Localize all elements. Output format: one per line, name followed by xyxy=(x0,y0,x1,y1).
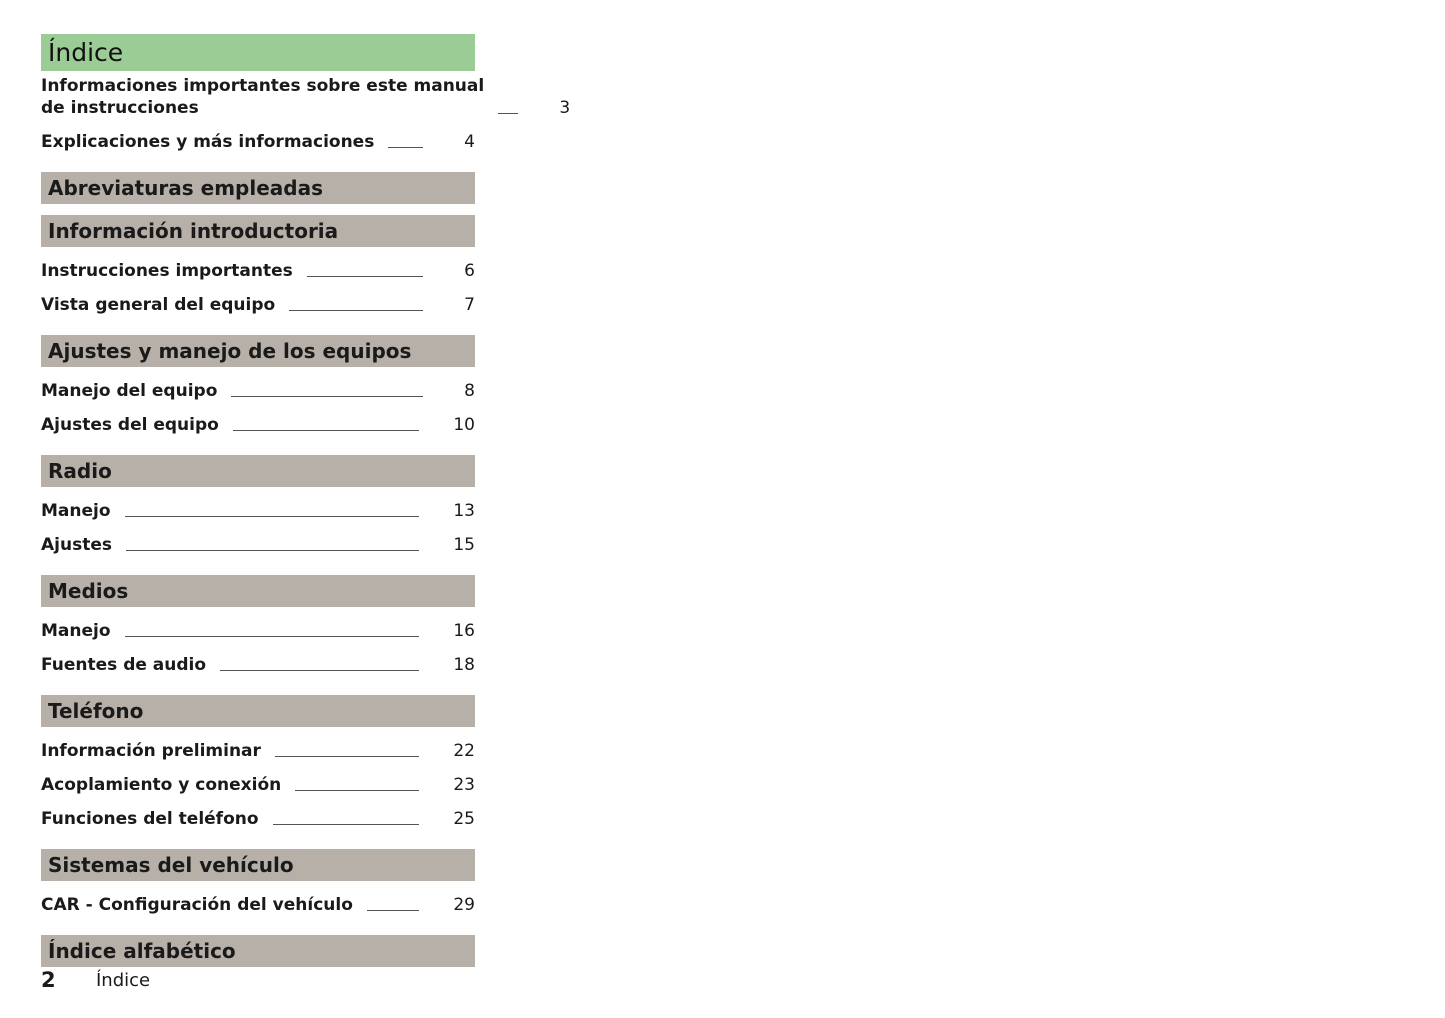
toc-entry-title: CAR - Configuración del vehículo xyxy=(41,895,353,915)
toc-leader-line xyxy=(289,310,423,311)
toc-leader-line xyxy=(275,756,419,757)
toc-section-header[interactable] xyxy=(41,935,475,967)
toc-entry[interactable] xyxy=(41,736,475,770)
toc-page-number: 13 xyxy=(453,501,475,521)
toc-section-header[interactable] xyxy=(41,849,475,881)
toc-entry[interactable] xyxy=(41,127,475,161)
toc-section-header[interactable] xyxy=(41,695,475,727)
toc-section-title: Sistemas del vehículo xyxy=(48,853,294,877)
toc-sections xyxy=(41,172,475,967)
toc-section-header[interactable] xyxy=(41,215,475,247)
toc-section-title: Índice alfabético xyxy=(48,939,236,963)
toc-entry-title: Informaciones importantes sobre este manual de instrucciones xyxy=(41,76,485,118)
toc-entry-title: Ajustes xyxy=(41,535,112,555)
footer-page-number: 2 xyxy=(41,968,56,992)
toc-entry[interactable] xyxy=(41,770,475,804)
toc-entry-title: Instrucciones importantes xyxy=(41,261,293,281)
toc-entry-title: Explicaciones y más informaciones xyxy=(41,132,375,152)
toc-page-number: 10 xyxy=(453,415,475,435)
toc-entry[interactable] xyxy=(41,76,571,127)
toc-leader-line xyxy=(367,910,419,911)
toc-leader-line xyxy=(295,790,419,791)
toc-entry[interactable] xyxy=(41,890,475,924)
toc-entry-title: Funciones del teléfono xyxy=(41,809,259,829)
toc-entry-title: Fuentes de audio xyxy=(41,655,207,675)
toc-leader-line xyxy=(231,396,423,397)
footer-title: Índice xyxy=(96,969,151,991)
table-of-contents xyxy=(41,34,571,976)
toc-leader-line xyxy=(126,550,419,551)
toc-page-number: 16 xyxy=(453,621,475,641)
toc-entry[interactable] xyxy=(41,290,475,324)
toc-leader-line xyxy=(498,113,518,114)
toc-leader-line xyxy=(220,670,419,671)
toc-entry-title: Vista general del equipo xyxy=(41,295,276,315)
toc-entry[interactable] xyxy=(41,804,475,838)
toc-page-number: 18 xyxy=(453,655,475,675)
toc-main-header xyxy=(41,34,475,71)
toc-entry-title: Manejo xyxy=(41,621,111,641)
toc-page-number: 4 xyxy=(464,132,475,152)
toc-entry[interactable] xyxy=(41,496,475,530)
toc-page-number: 25 xyxy=(453,809,475,829)
toc-section-title: Medios xyxy=(48,579,129,603)
toc-leader-line xyxy=(125,516,420,517)
toc-page-number: 6 xyxy=(464,261,475,281)
toc-leader-line xyxy=(307,276,423,277)
toc-entry-title: Manejo del equipo xyxy=(41,381,218,401)
toc-leader-line xyxy=(388,147,423,148)
toc-leader-line xyxy=(273,824,420,825)
toc-entry[interactable] xyxy=(41,530,475,564)
toc-entry[interactable] xyxy=(41,376,475,410)
toc-entry-title: Acoplamiento y conexión xyxy=(41,775,282,795)
toc-section-title: Teléfono xyxy=(48,699,144,723)
toc-section-title: Abreviaturas empleadas xyxy=(48,176,323,200)
toc-entry[interactable] xyxy=(41,650,475,684)
toc-entry[interactable] xyxy=(41,410,475,444)
toc-page-number: 23 xyxy=(453,775,475,795)
toc-section-header[interactable] xyxy=(41,172,475,204)
toc-section-header[interactable] xyxy=(41,335,475,367)
toc-page-number: 7 xyxy=(464,295,475,315)
toc-entry-title: Ajustes del equipo xyxy=(41,415,219,435)
toc-leader-line xyxy=(233,430,420,431)
page-footer xyxy=(41,968,150,992)
toc-page-number: 15 xyxy=(453,535,475,555)
toc-page-number: 8 xyxy=(464,381,475,401)
toc-entry-title: Manejo xyxy=(41,501,111,521)
toc-section-header[interactable] xyxy=(41,575,475,607)
toc-section-title: Radio xyxy=(48,459,112,483)
toc-entry-title: Información preliminar xyxy=(41,741,261,761)
toc-section-title: Ajustes y manejo de los equipos xyxy=(48,339,412,363)
toc-title: Índice xyxy=(48,38,124,67)
toc-page-number: 3 xyxy=(559,98,571,118)
toc-page-number: 22 xyxy=(453,741,475,761)
toc-entry[interactable] xyxy=(41,616,475,650)
toc-section-title: Información introductoria xyxy=(48,219,339,243)
toc-leader-line xyxy=(125,636,420,637)
toc-section-header[interactable] xyxy=(41,455,475,487)
toc-page-number: 29 xyxy=(453,895,475,915)
toc-entry[interactable] xyxy=(41,256,475,290)
